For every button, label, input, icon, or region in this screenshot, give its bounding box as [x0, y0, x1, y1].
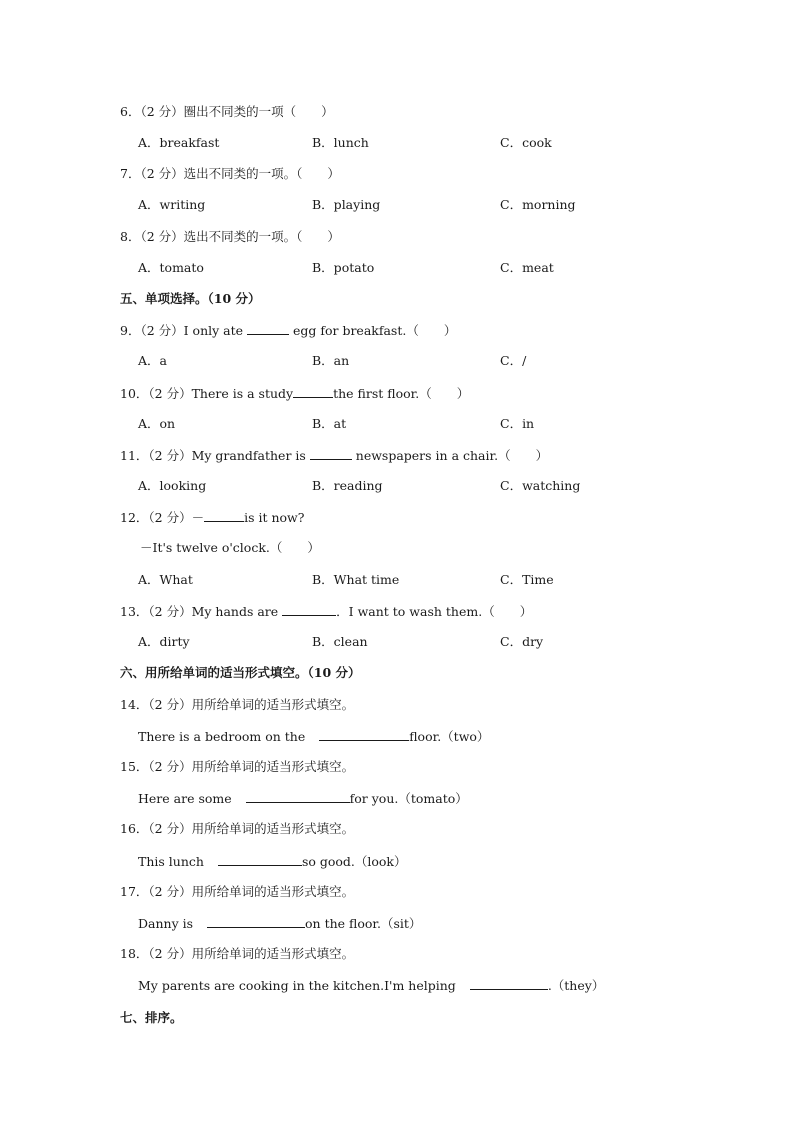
question-17-sentence	[138, 915, 421, 932]
section-6-heading: 六、用所给单词的适当形式填空。（10 分）	[120, 665, 361, 680]
question-18-stem: 18．（2 分）用所给单词的适当形式填空。	[120, 946, 355, 961]
question-9-option-a: A．a	[138, 353, 167, 368]
question-9-stem	[120, 322, 456, 339]
question-14-sentence	[138, 728, 489, 745]
question-8-option-c: C．meat	[500, 260, 554, 275]
question-16-sentence-pre: This lunch	[138, 854, 204, 869]
question-11-stem-post: newspapers in a chair.（ ）	[351, 448, 549, 463]
question-9-stem-pre: 9．（2 分）I only ate	[120, 323, 247, 338]
question-12-option-b: B．What time	[312, 572, 400, 587]
question-6-option-c: C．cook	[500, 135, 552, 150]
question-11-option-b: B．reading	[312, 478, 383, 493]
question-13-option-c: C．dry	[500, 634, 544, 649]
question-7-option-c: C．morning	[500, 197, 576, 212]
question-9-stem-post: egg for breakfast.（ ）	[289, 323, 457, 338]
question-7-option-b: B．playing	[312, 197, 381, 212]
question-6-option-a: A．breakfast	[138, 135, 220, 150]
question-13-stem	[120, 603, 532, 620]
question-15-sentence-post: for you.（tomato）	[349, 791, 468, 806]
question-15-blank	[246, 790, 350, 803]
question-13-option-b: B．clean	[312, 634, 368, 649]
question-15-sentence	[138, 790, 468, 807]
question-12-option-c: C．Time	[500, 572, 554, 587]
question-9-option-c: C．/	[500, 353, 527, 368]
question-10-stem	[120, 385, 469, 402]
question-16-blank	[218, 853, 302, 866]
question-9-option-b: B．an	[312, 353, 350, 368]
question-11-blank	[310, 447, 352, 460]
question-18-sentence-post: .（they）	[547, 978, 605, 993]
question-8-stem: 8．（2 分）选出不同类的一项。（ ）	[120, 229, 340, 244]
question-10-blank	[293, 385, 333, 398]
section-5-heading: 五、单项选择。（10 分）	[120, 291, 261, 306]
question-8-option-a: A．tomato	[138, 260, 204, 275]
question-10-stem-pre: 10．（2 分）There is a study	[120, 386, 294, 401]
question-12-stem	[120, 509, 304, 526]
question-17-sentence-pre: Danny is	[138, 916, 194, 931]
question-11-option-c: C．watching	[500, 478, 581, 493]
question-10-option-c: C．in	[500, 416, 535, 431]
question-12-blank	[204, 509, 244, 522]
question-15-stem: 15．（2 分）用所给单词的适当形式填空。	[120, 759, 355, 774]
question-7-stem: 7．（2 分）选出不同类的一项。（ ）	[120, 166, 340, 181]
question-14-stem: 14．（2 分）用所给单词的适当形式填空。	[120, 697, 355, 712]
question-10-option-b: B．at	[312, 416, 347, 431]
question-8-option-b: B．potato	[312, 260, 375, 275]
question-10-stem-post: the first floor.（ ）	[333, 386, 470, 401]
question-14-sentence-post: floor.（two）	[409, 729, 490, 744]
question-18-sentence-pre: My parents are cooking in the kitchen.I'm helping	[138, 978, 456, 993]
question-14-blank	[319, 728, 409, 741]
question-14-sentence-pre: There is a bedroom on the	[138, 729, 306, 744]
question-13-option-a: A．dirty	[138, 634, 190, 649]
question-17-blank	[207, 915, 305, 928]
question-12-stem-post: is it now?	[244, 510, 305, 525]
question-6-stem: 6．（2 分）圈出不同类的一项（ ）	[120, 104, 334, 119]
question-10-option-a: A．on	[138, 416, 176, 431]
question-16-stem: 16．（2 分）用所给单词的适当形式填空。	[120, 821, 355, 836]
question-9-blank	[247, 322, 289, 335]
question-13-stem-pre: 13．（2 分）My hands are	[120, 604, 283, 619]
question-11-option-a: A．looking	[138, 478, 207, 493]
question-7-option-a: A．writing	[138, 197, 206, 212]
question-17-sentence-post: on the floor.（sit）	[305, 916, 422, 931]
question-12-stem-pre: 12．（2 分）－	[120, 510, 205, 525]
question-12-reply: －It's twelve o'clock.（ ）	[140, 540, 320, 555]
question-6-option-b: B．lunch	[312, 135, 369, 150]
question-15-sentence-pre: Here are some	[138, 791, 232, 806]
section-7-heading: 七、排序。	[120, 1010, 183, 1025]
question-13-stem-post: ．I want to wash them.（ ）	[336, 604, 533, 619]
question-16-sentence-post: so good.（look）	[301, 854, 407, 869]
question-18-blank	[470, 977, 548, 990]
question-11-stem	[120, 447, 548, 464]
question-11-stem-pre: 11．（2 分）My grandfather is	[120, 448, 310, 463]
question-16-sentence	[138, 853, 407, 870]
question-12-option-a: A．What	[138, 572, 193, 587]
question-13-blank	[282, 603, 336, 616]
question-17-stem: 17．（2 分）用所给单词的适当形式填空。	[120, 884, 355, 899]
question-18-sentence	[138, 977, 604, 994]
